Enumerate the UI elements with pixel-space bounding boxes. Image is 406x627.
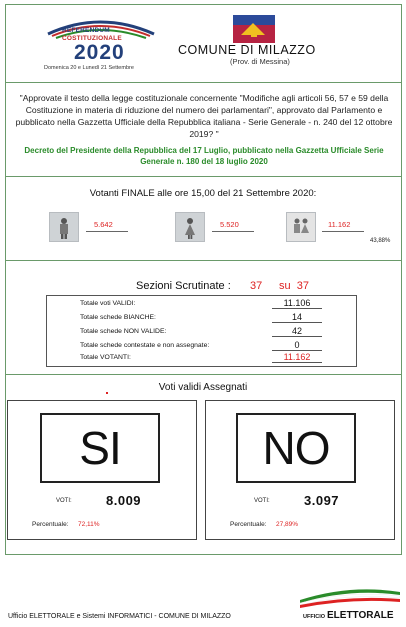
- comune-name: COMUNE DI MILAZZO: [178, 43, 316, 57]
- comune-crest-icon: [233, 15, 275, 43]
- logo-line2: COSTITUZIONALE: [62, 35, 122, 42]
- divider: [5, 82, 402, 83]
- totals-row: Totale schede contestate e non assegnate: 0: [80, 340, 330, 352]
- logo-line1: REFERENDUM: [62, 27, 110, 34]
- tricolor-flag-icon: [300, 586, 400, 608]
- divider: [5, 374, 402, 375]
- total-voters-icon: [286, 212, 316, 242]
- sezioni-su: su 37: [279, 280, 309, 292]
- male-voter-icon: [49, 212, 79, 242]
- no-label: NO: [262, 422, 330, 474]
- totals-row: Totale schede NON VALIDE: 42: [80, 326, 330, 338]
- decree-text: Decreto del Presidente della Repubblica del 17 Luglio, pubblicato nella Gazzetta Ufficiale Serie Generale n. 180 del 18 luglio 2020: [24, 146, 384, 166]
- logo-year: 2020: [74, 41, 125, 64]
- totals-row: Totale VOTANTI: 11.162: [80, 352, 330, 364]
- voti-validi-title: Voti validi Assegnati: [158, 382, 248, 393]
- female-voter-icon: [175, 212, 205, 242]
- totals-row: Totale schede BIANCHE: 14: [80, 312, 330, 324]
- votanti-female-value: 5.520: [220, 220, 239, 229]
- no-box: [236, 413, 356, 483]
- votanti-percent: 43,88%: [370, 238, 391, 244]
- no-voti-value: 3.097: [304, 493, 340, 508]
- sezioni-label: Sezioni Scrutinate :: [136, 280, 231, 292]
- si-pct-label: Percentuale:: [32, 521, 69, 528]
- no-voti-label: VOTI:: [254, 498, 270, 504]
- si-voti-value: 8.009: [106, 493, 142, 508]
- no-panel: [205, 400, 395, 540]
- footer-text: Ufficio ELETTORALE e Sistemi INFORMATICI - COMUNE DI MILAZZO: [8, 613, 231, 620]
- votanti-male-value: 5.642: [94, 220, 113, 229]
- divider: [5, 176, 402, 177]
- totals-row: Totale voti VALIDI: 11.106: [80, 298, 330, 310]
- ufficio-elettorale-logo: UFFICIO ELETTORALE: [303, 610, 394, 621]
- no-pct-label: Percentuale:: [230, 521, 267, 528]
- no-pct-value: 27,89%: [276, 521, 299, 528]
- underline: [86, 231, 128, 232]
- underline: [322, 231, 364, 232]
- si-pct-value: 72,11%: [78, 521, 100, 528]
- si-box: [40, 413, 160, 483]
- comune-provincia: (Prov. di Messina): [230, 57, 290, 66]
- si-label: SI: [79, 422, 121, 474]
- referendum-question: "Approvate il testo della legge costituzionale concernente "Modifiche agli articoli 56, 57 e 59 della Costituzione in materia di riduzione del numero dei parlamentari", approvato dal Parlamento e pubblicato nella Gazzetta Ufficiale della Repubblica italiana - Serie Generale - n. 240 del 12 ottobre 2019? ": [15, 93, 393, 139]
- si-voti-label: VOTI:: [56, 498, 72, 504]
- marker-dot: [106, 392, 108, 394]
- logo-date: Domenica 20 e Lunedì 21 Settembre: [44, 65, 134, 71]
- votanti-title: Votanti FINALE alle ore 15,00 del 21 Settembre 2020:: [89, 188, 317, 199]
- si-panel: [7, 400, 197, 540]
- sezioni-scrutinate: 37: [250, 280, 263, 292]
- divider: [5, 260, 402, 261]
- underline: [212, 231, 254, 232]
- votanti-total-value: 11.162: [328, 220, 351, 229]
